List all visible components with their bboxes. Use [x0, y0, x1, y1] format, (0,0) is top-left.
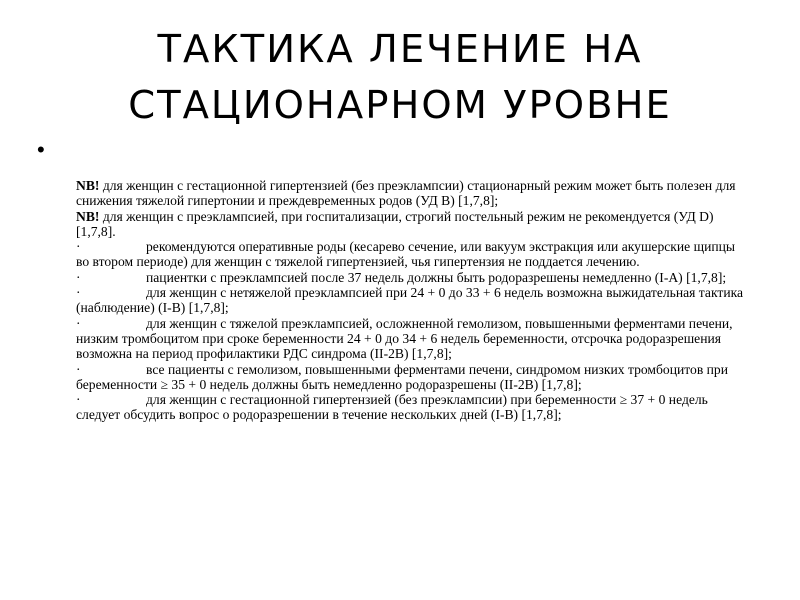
item-marker: · [76, 392, 81, 408]
item-marker: · [76, 315, 81, 331]
nb-text: для женщин с гестационной гипертензией (без преэклампсии) стационарный режим может быть полезен для снижения тяжелой гипертонии и преждевременных родов (УД В) [1,7,8]; [76, 178, 736, 209]
nb-text: для женщин с преэклампсией, при госпитализации, строгий постельный режим не рекомендуется (УД D) [1,7,8]. [76, 208, 714, 239]
list-item [76, 285, 748, 316]
nb-paragraph-2 [76, 209, 748, 240]
list-item [76, 239, 748, 270]
list-item [76, 270, 748, 285]
list-item-text: пациентки с преэклампсией после 37 недель должны быть родоразрешены немедленно (I-A) [1,7,8]; [146, 269, 727, 285]
nb-paragraph-1 [76, 178, 748, 209]
list-item-text: рекомендуются оперативные роды (кесарево сечение, или вакуум экстракция или акушерские щипцы во втором периоде) для женщин с тяжелой гипертензией, чья гипертензия не поддается лечению. [76, 239, 736, 270]
slide-content [76, 178, 748, 423]
list-item [76, 392, 748, 423]
item-marker: · [76, 269, 81, 285]
list-item-text: для женщин с гестационной гипертензией (без преэклампсии) при беременности ≥ 37 + 0 недель следует обсудить вопрос о родоразрешении в течение нескольких дней (I-B) [1,7,8]; [76, 392, 708, 423]
list-item-text: все пациенты с гемолизом, повышенными ферментами печени, синдромом низких тромбоцитов при беременности ≥ 35 + 0 недель должны быть немедленно родоразрешены (II-2B) [1,7,8]; [76, 361, 729, 392]
item-marker: · [76, 361, 81, 377]
item-marker: · [76, 239, 81, 255]
slide-title-line-1: ТАКТИКА ЛЕЧЕНИЕ НА [157, 27, 643, 72]
slide-title-line-2: СТАЦИОНАРНОМ УРОВНЕ [128, 83, 672, 128]
list-item [76, 362, 748, 393]
list-item [76, 316, 748, 362]
bullet-marker: • [37, 137, 45, 162]
slide-title [40, 22, 760, 134]
list-item-text: для женщин с нетяжелой преэклампсией при 24 + 0 до 33 + 6 недель возможна выжидательная тактика (наблюдение) (I-B) [1,7,8]; [76, 285, 744, 316]
list-item-text: для женщин с тяжелой преэклампсией, осложненной гемолизом, повышенными ферментами печени, низким тромбоцитом при сроке беременности 24 + 0 до 34 + 6 недель беременности, отсрочка родоразрешения возможна на период профилактики РДС синдрома (II-2B) [1,7,8]; [76, 315, 733, 362]
item-marker: · [76, 285, 81, 301]
nb-label: NB! [76, 178, 100, 193]
nb-label: NB! [76, 208, 100, 224]
